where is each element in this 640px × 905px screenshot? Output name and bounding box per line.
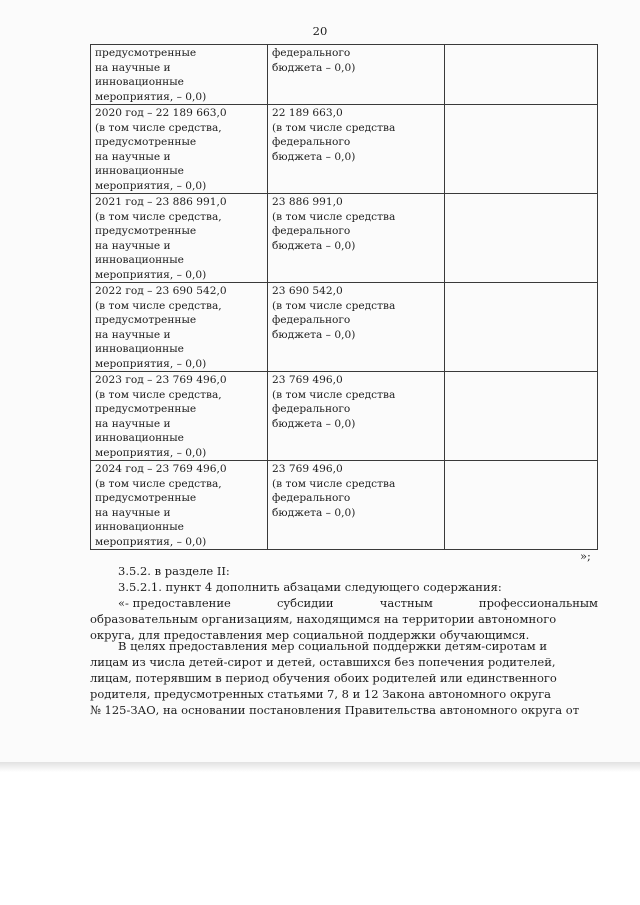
federal-budget-cell [268, 372, 445, 461]
cell-line: (в том числе средства [272, 477, 396, 490]
cell-line: на научные и [95, 328, 171, 341]
cell-line: (в том числе средства, [95, 477, 222, 490]
cell-line: предусмотренные [95, 492, 197, 504]
cell-line: 2023 год – 23 769 496,0 [95, 374, 227, 386]
year-amount-cell [91, 283, 268, 372]
cell-line: 2020 год – 22 189 663,0 [95, 107, 227, 119]
cell-line: (в том числе средства [272, 388, 396, 401]
page-edge-shadow [0, 762, 640, 772]
cell-line: инновационные [95, 521, 184, 533]
cell-line: федерального [272, 492, 351, 504]
empty-cell [445, 461, 598, 550]
cell-line: бюджета – 0,0) [272, 417, 356, 430]
cell-line: 23 769 496,0 [272, 463, 343, 475]
cell-line: мероприятия, – 0,0) [95, 90, 207, 103]
federal-budget-cell [268, 45, 445, 105]
cell-line: (в том числе средства, [95, 121, 222, 134]
paragraph-social-support-line-2: лицам из числа детей-сирот и детей, оставшихся без попечения родителей, [90, 655, 556, 669]
cell-line: (в том числе средства [272, 210, 396, 223]
cell-line: 22 189 663,0 [272, 107, 343, 119]
cell-line: бюджета – 0,0) [272, 61, 356, 74]
cell-line: федерального [272, 314, 351, 326]
section-heading [90, 563, 598, 579]
funding-table [90, 44, 598, 550]
federal-budget-cell [268, 283, 445, 372]
cell-line: мероприятия, – 0,0) [95, 268, 207, 281]
federal-budget-cell [268, 461, 445, 550]
cell-line: на научные и [95, 239, 171, 252]
cell-line: инновационные [95, 76, 184, 88]
paragraph-subsidy-line-3: округа, для предоставления мер социальной поддержки обучающимся. [90, 628, 530, 642]
closing-quote: »; [580, 549, 591, 563]
paragraph-subsidy-line-2: образовательным организациям, находящимся на территории автономного [90, 612, 557, 626]
cell-line: инновационные [95, 254, 184, 266]
empty-cell [445, 283, 598, 372]
cell-line: федерального [272, 136, 351, 148]
paragraph-social-support-line-1: В целях предоставления мер социальной поддержки детям-сиротам и [118, 639, 548, 653]
cell-line: 23 690 542,0 [272, 285, 343, 297]
cell-line: бюджета – 0,0) [272, 150, 356, 163]
empty-cell [445, 105, 598, 194]
federal-budget-cell [268, 194, 445, 283]
cell-line: бюджета – 0,0) [272, 239, 356, 252]
paragraph-subsidy-word: частным [379, 596, 433, 610]
paragraph-subsidy-word: профессиональным [478, 596, 598, 610]
empty-cell [445, 194, 598, 283]
cell-line: 2021 год – 23 886 991,0 [95, 196, 227, 208]
cell-line: бюджета – 0,0) [272, 328, 356, 341]
cell-line: мероприятия, – 0,0) [95, 446, 207, 459]
cell-line: предусмотренные [95, 136, 197, 148]
year-amount-cell [91, 45, 268, 105]
cell-line: инновационные [95, 165, 184, 177]
year-amount-cell [91, 105, 268, 194]
table-row [91, 372, 598, 461]
year-amount-cell [91, 461, 268, 550]
table-row [91, 283, 598, 372]
cell-line: федерального [272, 47, 351, 59]
paragraph-social-support-line-3: лицам, потерявшим в период обучения обоих родителей или единственного [90, 671, 557, 685]
paragraph-social-support [90, 638, 598, 718]
empty-cell [445, 45, 598, 105]
section-heading-text: 3.5.2. в разделе II: [118, 564, 230, 578]
paragraph-subsidy-word: субсидии [276, 596, 334, 610]
cell-line: на научные и [95, 150, 171, 163]
paragraph-social-support-line-4: родителя, предусмотренных статьями 7, 8 и 12 Закона автономного округа [90, 687, 551, 701]
cell-line: мероприятия, – 0,0) [95, 357, 207, 370]
cell-line: предусмотренные [95, 47, 197, 59]
subsection-heading [90, 579, 598, 595]
cell-line: (в том числе средства, [95, 210, 222, 223]
cell-line: мероприятия, – 0,0) [95, 179, 207, 192]
subsection-heading-text: 3.5.2.1. пункт 4 дополнить абзацами следующего содержания: [118, 580, 502, 594]
cell-line: предусмотренные [95, 314, 197, 326]
cell-line: 23 769 496,0 [272, 374, 343, 386]
cell-line: на научные и [95, 61, 171, 74]
cell-line: бюджета – 0,0) [272, 506, 356, 519]
table-row [91, 194, 598, 283]
year-amount-cell [91, 194, 268, 283]
table-row [91, 461, 598, 550]
cell-line: федерального [272, 225, 351, 237]
federal-budget-cell [268, 105, 445, 194]
cell-line: на научные и [95, 417, 171, 430]
paragraph-subsidy [90, 595, 598, 643]
paragraph-social-support-line-5: № 125-ЗАО, на основании постановления Правительства автономного округа от [90, 703, 580, 717]
cell-line: (в том числе средства [272, 299, 396, 312]
cell-line: инновационные [95, 432, 184, 444]
table-row [91, 45, 598, 105]
cell-line: инновационные [95, 343, 184, 355]
cell-line: (в том числе средства, [95, 388, 222, 401]
cell-line: федерального [272, 403, 351, 415]
cell-line: 2022 год – 23 690 542,0 [95, 285, 227, 297]
cell-line: на научные и [95, 506, 171, 519]
year-amount-cell [91, 372, 268, 461]
table-row [91, 105, 598, 194]
cell-line: 23 886 991,0 [272, 196, 343, 208]
cell-line: предусмотренные [95, 225, 197, 237]
empty-cell [445, 372, 598, 461]
page-number: 20 [312, 24, 328, 38]
cell-line: 2024 год – 23 769 496,0 [95, 463, 227, 475]
paragraph-subsidy-word: «- предоставление [118, 596, 231, 610]
paragraph-subsidy-line-1 [90, 595, 598, 611]
cell-line: (в том числе средства [272, 121, 396, 134]
cell-line: предусмотренные [95, 403, 197, 415]
cell-line: мероприятия, – 0,0) [95, 535, 207, 548]
cell-line: (в том числе средства, [95, 299, 222, 312]
